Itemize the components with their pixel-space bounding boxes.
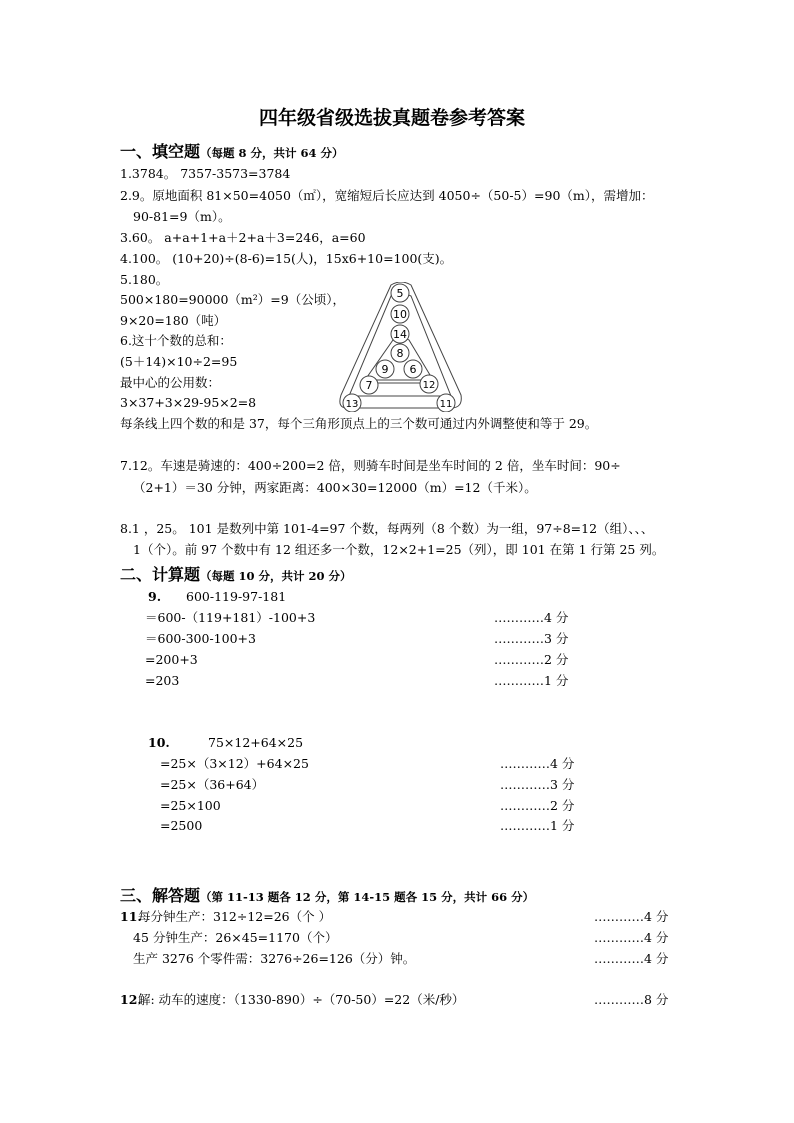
q10-step-1-score: …………4 分 xyxy=(500,756,575,771)
q9-label: 9. xyxy=(148,589,162,604)
q11-step-2-score: …………4 分 xyxy=(594,930,669,945)
triangle-label-inner-left: 7 xyxy=(365,379,373,392)
q10-step-4: =2500 xyxy=(160,818,203,833)
triangle-label-mid-left: 9 xyxy=(381,363,389,376)
section1-note: （每题 8 分，共计 64 分） xyxy=(200,146,344,160)
q9-step-1-score: …………4 分 xyxy=(494,610,569,625)
q9-step-2: ＝600-300-100+3 xyxy=(145,631,256,646)
q10-expression: 75×12+64×25 xyxy=(208,735,304,750)
q12-text: 解: 动车的速度：（1330-890）÷（70-50）=22（米/秒） xyxy=(138,992,465,1007)
q11-label: 11. xyxy=(120,909,142,924)
q10-label: 10. xyxy=(148,735,170,750)
section3-heading-text: 三、解答题 xyxy=(120,886,201,905)
q12-score: …………8 分 xyxy=(594,992,669,1007)
answer-line-3: 3.60。 a+a+1+a＋2+a＋3=246，a=60 xyxy=(120,230,366,245)
q9-step-4: =203 xyxy=(145,673,180,688)
q9-step-4-score: …………1 分 xyxy=(494,673,569,688)
q10-step-3-score: …………2 分 xyxy=(500,798,575,813)
answer-line-1: 1.3784。 7357-3573=3784 xyxy=(120,166,291,181)
answer-line-2: 2.9。原地面积 81×50=4050（㎡），宽缩短后长应达到 4050÷（50-5）=90（m），需增加： xyxy=(120,188,654,203)
triangle-label-outer-left: 13 xyxy=(345,399,359,410)
answer-line-6b: 最中心的公用数： xyxy=(120,375,221,390)
q11-step-3-score: …………4 分 xyxy=(594,951,669,966)
triangle-label-outer-right: 11 xyxy=(439,399,453,410)
q10-step-1: =25×（3×12）+64×25 xyxy=(160,756,309,771)
section1-heading xyxy=(120,142,344,163)
q9-step-3-score: …………2 分 xyxy=(494,652,569,667)
q9-step-1: ＝600-（119+181）-100+3 xyxy=(145,610,316,625)
q10-step-2-score: …………3 分 xyxy=(500,777,575,792)
q10-step-2: =25×（36+64） xyxy=(160,777,265,792)
q9-step-3: =200+3 xyxy=(145,652,198,667)
answer-line-7b: （2+1）＝30 分钟，两家距离：400×30=12000（m）=12（千米）。 xyxy=(133,480,537,495)
section3-heading xyxy=(120,886,534,907)
answer-line-6c: 3×37+3×29-95×2=8 xyxy=(120,395,257,410)
answer-line-6: 6.这十个数的总和： xyxy=(120,333,232,348)
answer-line-8b: 1（个）。前 97 个数中有 12 组还多一个数，12×2+1=25（列），即 101 在第 1 行第 25 列。 xyxy=(133,542,665,557)
section2-heading-text: 二、计算题 xyxy=(120,565,201,584)
answer-line-4: 4.100。 (10+20)÷(8-6)=15(人)，15x6+10=100(支)。 xyxy=(120,251,453,266)
triangle-label-inner-top: 8 xyxy=(396,347,404,360)
q10-step-4-score: …………1 分 xyxy=(500,818,575,833)
section2-heading xyxy=(120,565,352,586)
answer-line-5: 5.180。 xyxy=(120,272,169,287)
q11-step-3: 生产 3276 个零件需：3276÷26=126（分）钟。 xyxy=(133,951,416,966)
section1-heading-text: 一、填空题 xyxy=(120,142,201,161)
answer-line-6a: (5＋14)×10÷2=95 xyxy=(120,354,238,369)
section3-note: （第 11-13 题各 12 分，第 14-15 题各 15 分，共计 66 分） xyxy=(200,890,535,904)
q12-label: 12. xyxy=(120,992,142,1007)
triangle-label-edge-upper: 10 xyxy=(393,308,407,321)
q11-step-2: 45 分钟生产：26×45=1170（个） xyxy=(133,930,338,945)
answer-line-5b: 9×20=180（吨） xyxy=(120,313,227,328)
triangle-label-edge-mid: 14 xyxy=(393,328,407,341)
triangle-label-inner-right: 12 xyxy=(422,380,436,391)
answer-line-5a: 500×180=90000（m²）=9（公顷）， xyxy=(120,292,345,307)
q9-expression: 600-119-97-181 xyxy=(186,589,287,604)
section2-note: （每题 10 分，共计 20 分） xyxy=(200,569,352,583)
q9-step-2-score: …………3 分 xyxy=(494,631,569,646)
q11-step-1-score: …………4 分 xyxy=(594,909,669,924)
answer-line-6d: 每条线上四个数的和是 37，每个三角形顶点上的三个数可通过内外调整使和等于 29。 xyxy=(120,416,598,431)
answer-line-2b: 90-81=9（m）。 xyxy=(133,209,231,224)
q11-step-1: 每分钟生产：312÷12=26（个 ） xyxy=(138,909,332,924)
answer-line-8: 8.1 ，25。 101 是数列中第 101-4=97 个数，每两列（8 个数）为一组，97÷8=12（组）、、、 xyxy=(120,521,654,536)
triangle-label-mid-right: 6 xyxy=(409,363,417,376)
answer-line-7: 7.12。车速是骑速的：400÷200=2 倍，则骑车时间是坐车时间的 2 倍，坐车时间：90÷ xyxy=(120,458,621,473)
q10-step-3: =25×100 xyxy=(160,798,221,813)
number-triangle-diagram xyxy=(335,282,465,412)
triangle-label-top: 5 xyxy=(396,287,404,300)
page-title: 四年级省级选拔真题卷参考答案 xyxy=(259,107,526,129)
